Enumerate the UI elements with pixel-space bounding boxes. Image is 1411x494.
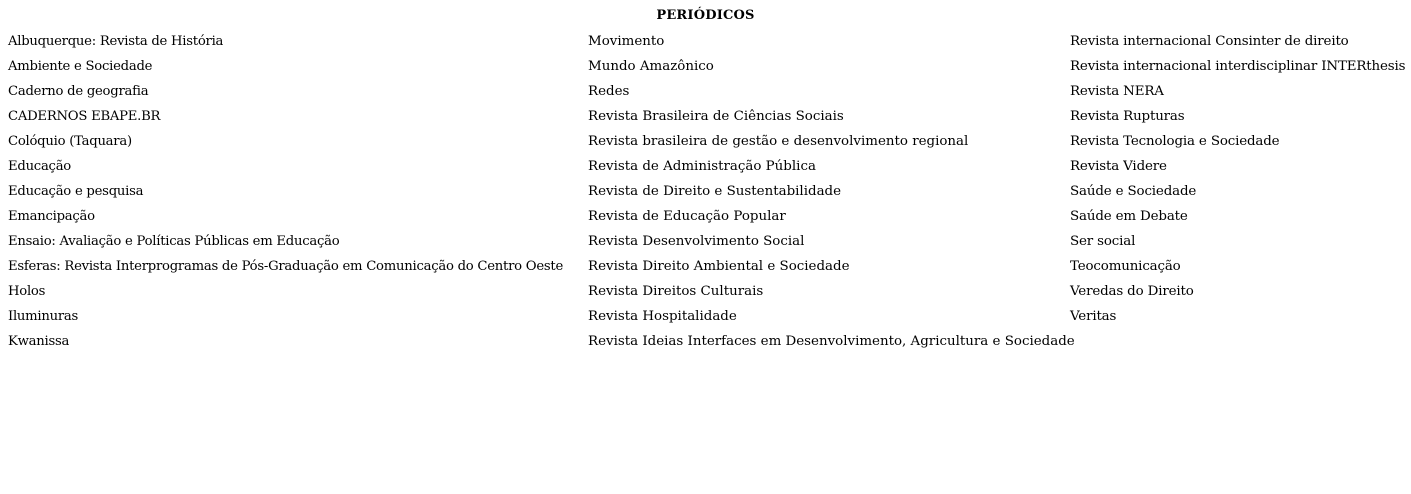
list-item: Redes [588, 84, 630, 99]
list-item: Revista Hospitalidade [588, 309, 737, 324]
list-item: Holos [8, 284, 46, 299]
list-item: Revista Rupturas [1070, 109, 1185, 124]
list-item: Colóquio (Taquara) [8, 134, 132, 149]
list-item: Revista Desenvolvimento Social [588, 234, 805, 249]
list-item: Revista de Educação Popular [588, 209, 786, 224]
list-item: Revista de Direito e Sustentabilidade [588, 184, 842, 199]
periodicals-column-3 [1070, 32, 1410, 332]
list-item: Revista Direito Ambiental e Sociedade [588, 259, 850, 274]
page-title: PERIÓDICOS [656, 8, 755, 23]
list-item: Revista NERA [1070, 84, 1164, 99]
list-item: CADERNOS EBAPE.BR [8, 109, 161, 124]
list-item: Veredas do Direito [1070, 284, 1194, 299]
periodicals-column-1 [8, 32, 586, 357]
list-item: Revista Videre [1070, 159, 1167, 174]
list-item: Kwanissa [8, 334, 70, 349]
list-item: Caderno de geografia [8, 84, 149, 99]
list-item: Emancipação [8, 209, 95, 224]
list-item: Revista Brasileira de Ciências Sociais [588, 109, 844, 124]
list-item: Ensaio: Avaliação e Políticas Públicas em Educação [8, 234, 340, 249]
list-item: Educação e pesquisa [8, 184, 144, 199]
list-item: Revista brasileira de gestão e desenvolvimento regional [588, 134, 969, 149]
list-item: Teocomunicação [1070, 259, 1181, 274]
list-item: Saúde e Sociedade [1070, 184, 1197, 199]
list-item: Iluminuras [8, 309, 79, 324]
list-item: Revista Ideias Interfaces em Desenvolvimento, Agricultura e Sociedade [588, 334, 1075, 349]
list-item: Ser social [1070, 234, 1136, 249]
list-item: Esferas: Revista Interprogramas de Pós-Graduação em Comunicação do Centro Oeste [8, 259, 564, 274]
list-item: Veritas [1070, 309, 1117, 324]
periodicals-column-2 [588, 32, 1075, 357]
list-item: Educação [8, 159, 71, 174]
list-item: Ambiente e Sociedade [8, 59, 153, 74]
list-item: Revista Tecnologia e Sociedade [1070, 134, 1280, 149]
list-item: Albuquerque: Revista de História [8, 34, 224, 49]
list-item: Movimento [588, 34, 665, 49]
list-item: Mundo Amazônico [588, 59, 714, 74]
list-item: Saúde em Debate [1070, 209, 1188, 224]
list-item: Revista internacional interdisciplinar INTERthesis [1070, 59, 1406, 74]
list-item: Revista internacional Consinter de direito [1070, 34, 1349, 49]
list-item: Revista Direitos Culturais [588, 284, 764, 299]
list-item: Revista de Administração Pública [588, 159, 816, 174]
